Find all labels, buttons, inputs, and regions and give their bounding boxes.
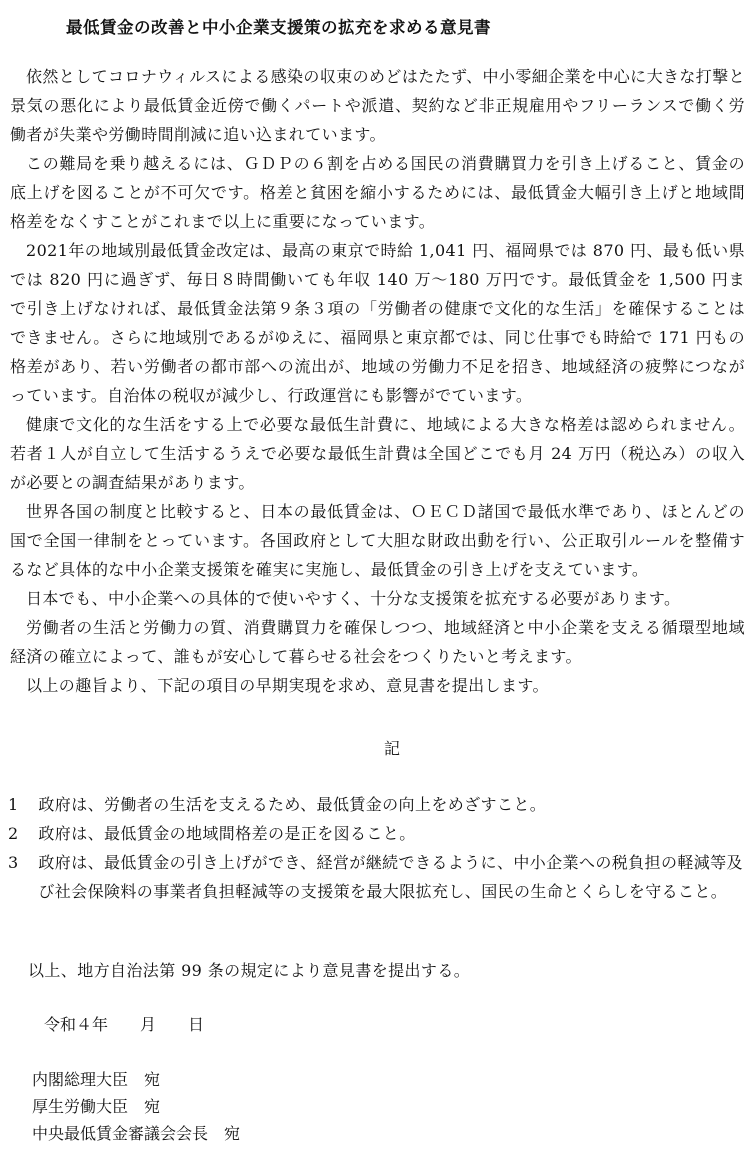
- request-item: [8, 848, 746, 906]
- paragraph: 労働者の生活と労働力の質、消費購買力を確保しつつ、地域経済と中小企業を支える循環型地域経済の確立によって、誰もが安心して暮らせる社会をつくりたいと考えます。: [10, 618, 745, 666]
- request-item: [8, 819, 746, 848]
- addressee-list: [32, 1066, 240, 1147]
- ki-heading: 記: [384, 739, 401, 758]
- item-text: 政府は、労働者の生活を支えるため、最低賃金の向上をめざすこと。: [38, 795, 547, 814]
- paragraph: この難局を乗り越えるには、ＧＤＰの６割を占める国民の消費購買力を引き上げること、賃金の底上げを図ることが不可欠です。格差と貧困を縮小するためには、最低賃金大幅引き上げと地域間格差をなくすことがこれまで以上に重要になっています。: [10, 154, 745, 231]
- addressee: 厚生労働大臣 宛: [32, 1097, 161, 1116]
- paragraph: 日本でも、中小企業への具体的で使いやすく、十分な支援策を拡充する必要があります。: [26, 589, 681, 608]
- request-items: [8, 790, 746, 906]
- closing-statement: 以上、地方自治法第 99 条の規定により意見書を提出する。: [28, 961, 471, 980]
- request-item: [8, 790, 746, 819]
- paragraph: 健康で文化的な生活をする上で必要な最低生計費に、地域による大きな格差は認められません。若者１人が自立して生活するうえで必要な最低生計費は全国どこでも月 24 万円（税込み）の収入が必要との調査結果があります。: [10, 415, 745, 492]
- paragraph: 世界各国の制度と比較すると、日本の最低賃金は、ＯＥＣＤ諸国で最低水準であり、ほとんどの国で全国一律制をとっています。各国政府として大胆な財政出動を行い、公正取引ルールを整備するなど具体的な中小企業支援策を確実に実施し、最低賃金の引き上げを支えています。: [10, 502, 745, 579]
- document-title: 最低賃金の改善と中小企業支援策の拡充を求める意見書: [66, 18, 491, 37]
- paragraph: 依然としてコロナウィルスによる感染の収束のめどはたたず、中小零細企業を中心に大きな打撃と景気の悪化により最低賃金近傍で働くパートや派遣、契約など非正規雇用やフリーランスで働く労働者が失業や労働時間削減に追い込まれています。: [10, 67, 745, 144]
- paragraph: 2021年の地域別最低賃金改定は、最高の東京で時給 1,041 円、福岡県では 870 円、最も低い県では 820 円に過ぎず、毎日８時間働いても年収 140 万～180 万円です。最低賃金を 1,500 円まで引き上げなければ、最低賃金法第９条３項の「労働者の健康で文化的な生活」を確保することはできません。さらに地域別であるがゆえに、福岡県と東京都では、同じ仕事でも時給で 171 円もの格差があり、若い労働者の都市部への流出が、地域の労働力不足を招き、地域経済の疲弊につながっています。自治体の税収が減少し、行政運営にも影響がでています。: [10, 241, 745, 405]
- paragraph: 以上の趣旨より、下記の項目の早期実現を求め、意見書を提出します。: [26, 676, 549, 695]
- document-body: [10, 62, 745, 700]
- item-text: 政府は、最低賃金の地域間格差の是正を図ること。: [38, 824, 416, 843]
- item-number: 2: [8, 824, 19, 843]
- item-text: 政府は、最低賃金の引き上げができ、経営が継続できるように、中小企業への税負担の軽減等及び社会保険料の事業者負担軽減等の支援策を最大限拡充し、国民の生命とくらしを守ること。: [38, 853, 743, 901]
- item-number: 1: [8, 795, 19, 814]
- addressee: 内閣総理大臣 宛: [32, 1070, 161, 1089]
- addressee: 中央最低賃金審議会会長 宛: [32, 1124, 241, 1143]
- date-line: 令和４年 月 日: [44, 1015, 205, 1034]
- item-number: 3: [8, 853, 19, 872]
